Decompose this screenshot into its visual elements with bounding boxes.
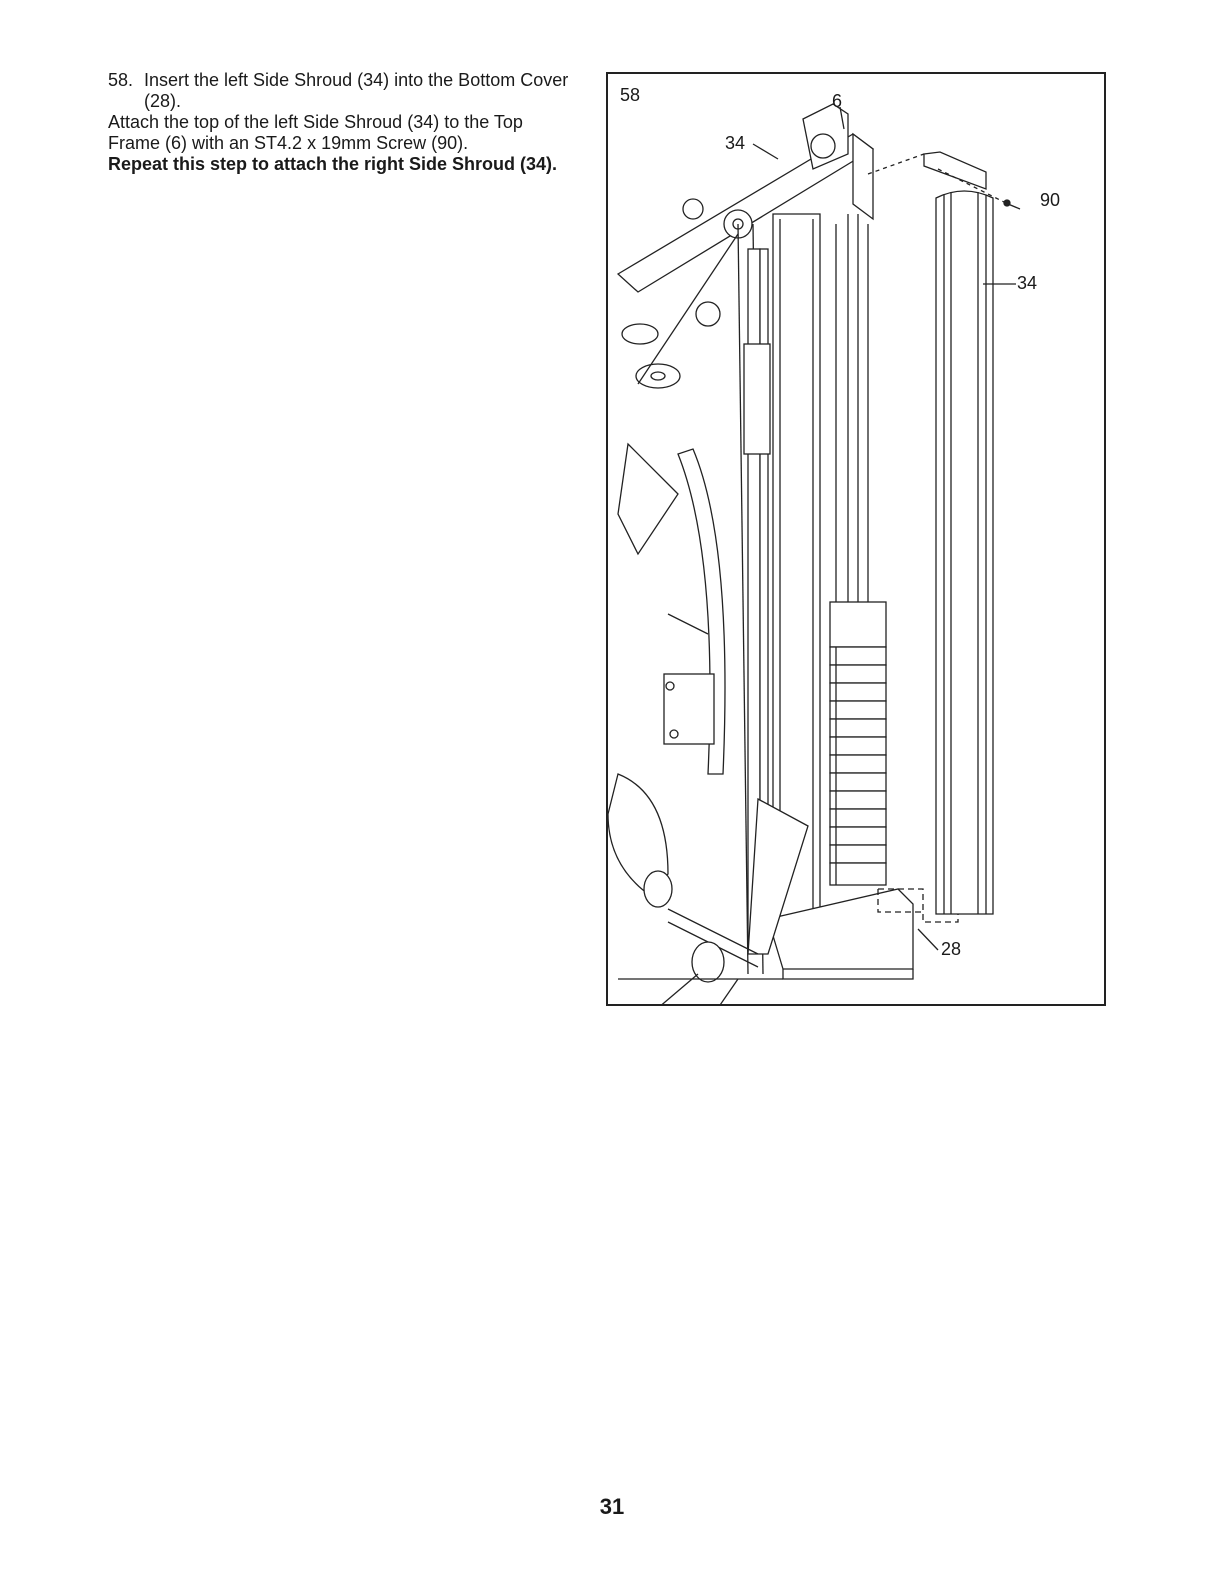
page-number: 31 — [599, 1494, 625, 1519]
step-number: 58. — [108, 70, 134, 90]
step-bold-note: Repeat this step to attach the right Side Shroud (34). — [108, 154, 558, 174]
step-line-1: Insert the left Side Shroud (34) into the Bottom Cover (28). — [144, 70, 569, 111]
callout-side-shroud-right: 34 — [1017, 273, 1038, 293]
callout-screw: 90 — [1040, 190, 1061, 210]
step-line-2: Attach the top of the left Side Shroud (34) to the Top Frame (6) with an ST4.2 x 19mm Screw (90). — [108, 112, 523, 153]
callout-side-shroud-left: 34 — [725, 133, 746, 153]
assembly-drawing — [608, 74, 1106, 1006]
step-instructions — [108, 70, 578, 175]
callout-top-frame: 6 — [832, 91, 843, 111]
assembly-figure — [606, 72, 1106, 1006]
callout-bottom-cover: 28 — [941, 939, 962, 959]
figure-step-label: 58 — [620, 85, 641, 105]
